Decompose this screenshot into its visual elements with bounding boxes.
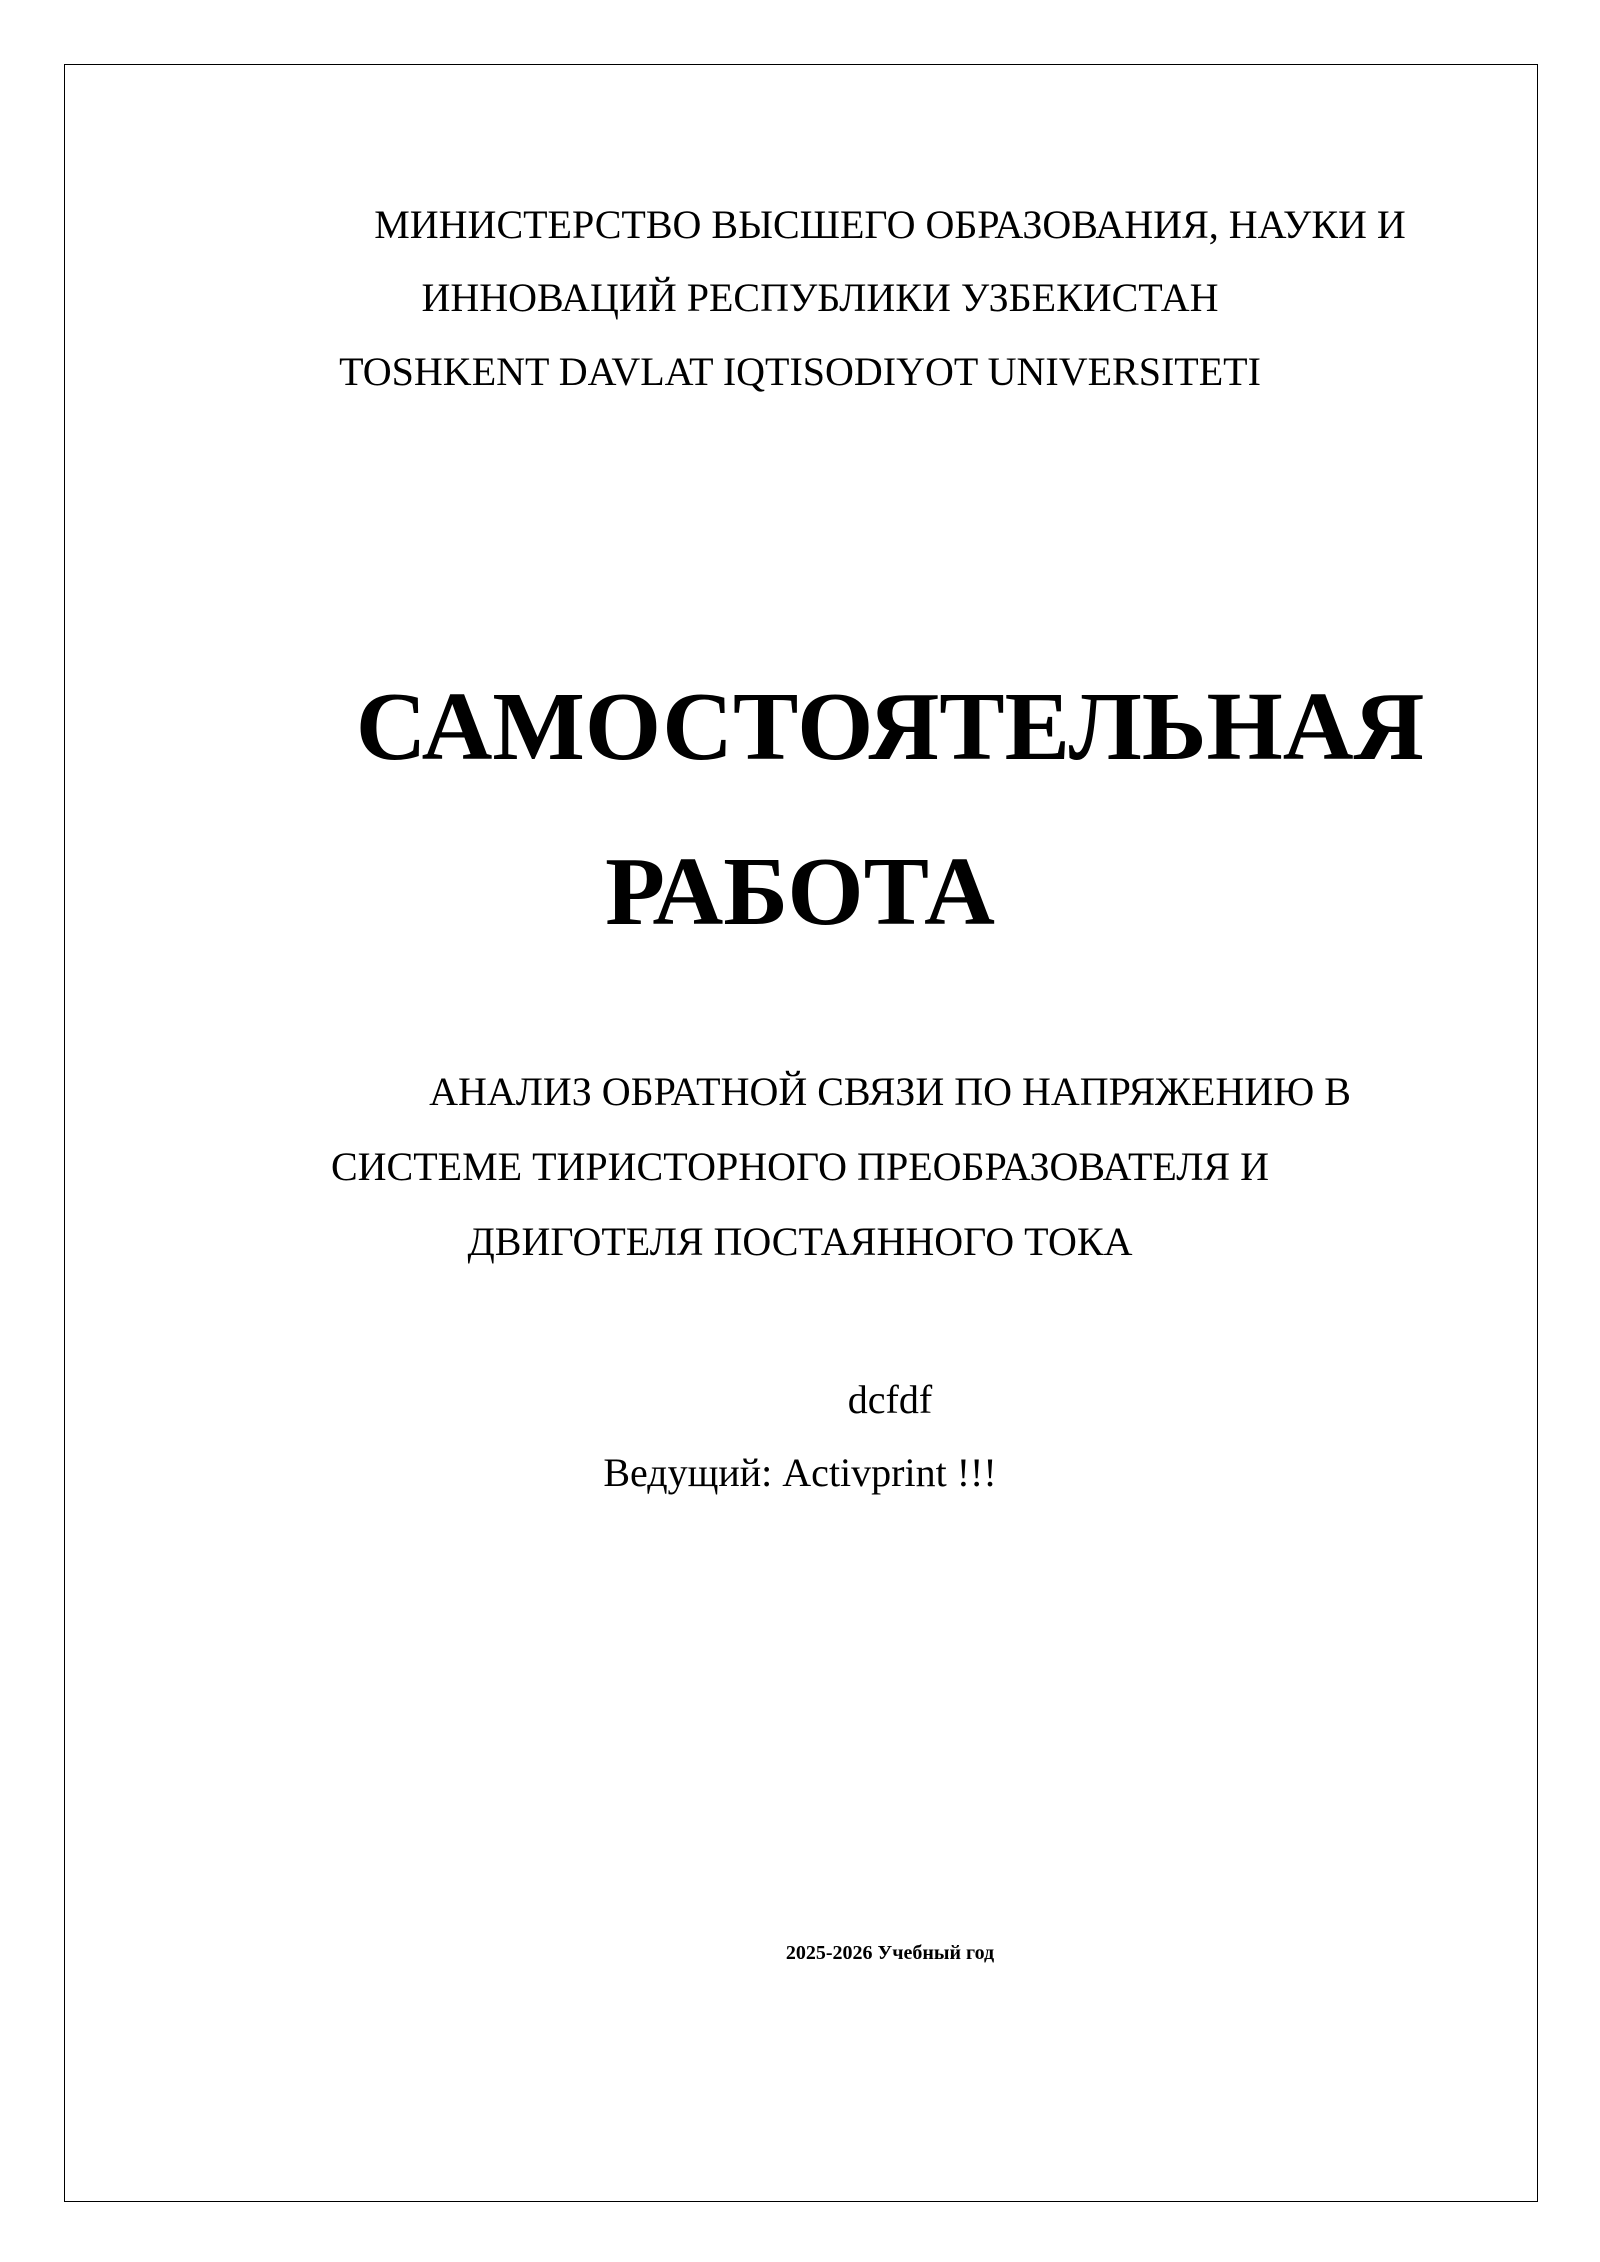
topic-line-1: АНАЛИЗ ОБРАТНОЙ СВЯЗИ ПО НАПРЯЖЕНИЮ В: [429, 1069, 1351, 1114]
ministry-name-line-2: ИННОВАЦИЙ РЕСПУБЛИКИ УЗБЕКИСТАН: [421, 275, 1219, 320]
topic-line-2: СИСТЕМЕ ТИРИСТОРНОГО ПРЕОБРАЗОВАТЕЛЯ И: [330, 1144, 1269, 1189]
document-title-line-1: САМОСТОЯТЕЛЬНАЯ: [355, 673, 1425, 781]
university-name: TOSHKENT DAVLAT IQTISODIYOT UNIVERSITETI: [339, 349, 1261, 394]
document-title-line-2: РАБОТА: [605, 838, 995, 946]
supervisor-name: Ведущий: Activprint !!!: [603, 1450, 997, 1495]
author-name: dcfdf: [847, 1377, 933, 1422]
academic-year: 2025-2026 Учебный год: [785, 1942, 995, 1964]
topic-line-3: ДВИГОТЕЛЯ ПОСТАЯННОГО ТОКА: [467, 1219, 1133, 1264]
ministry-name-line-1: МИНИСТЕРСТВО ВЫСШЕГО ОБРАЗОВАНИЯ, НАУКИ И: [374, 202, 1406, 247]
